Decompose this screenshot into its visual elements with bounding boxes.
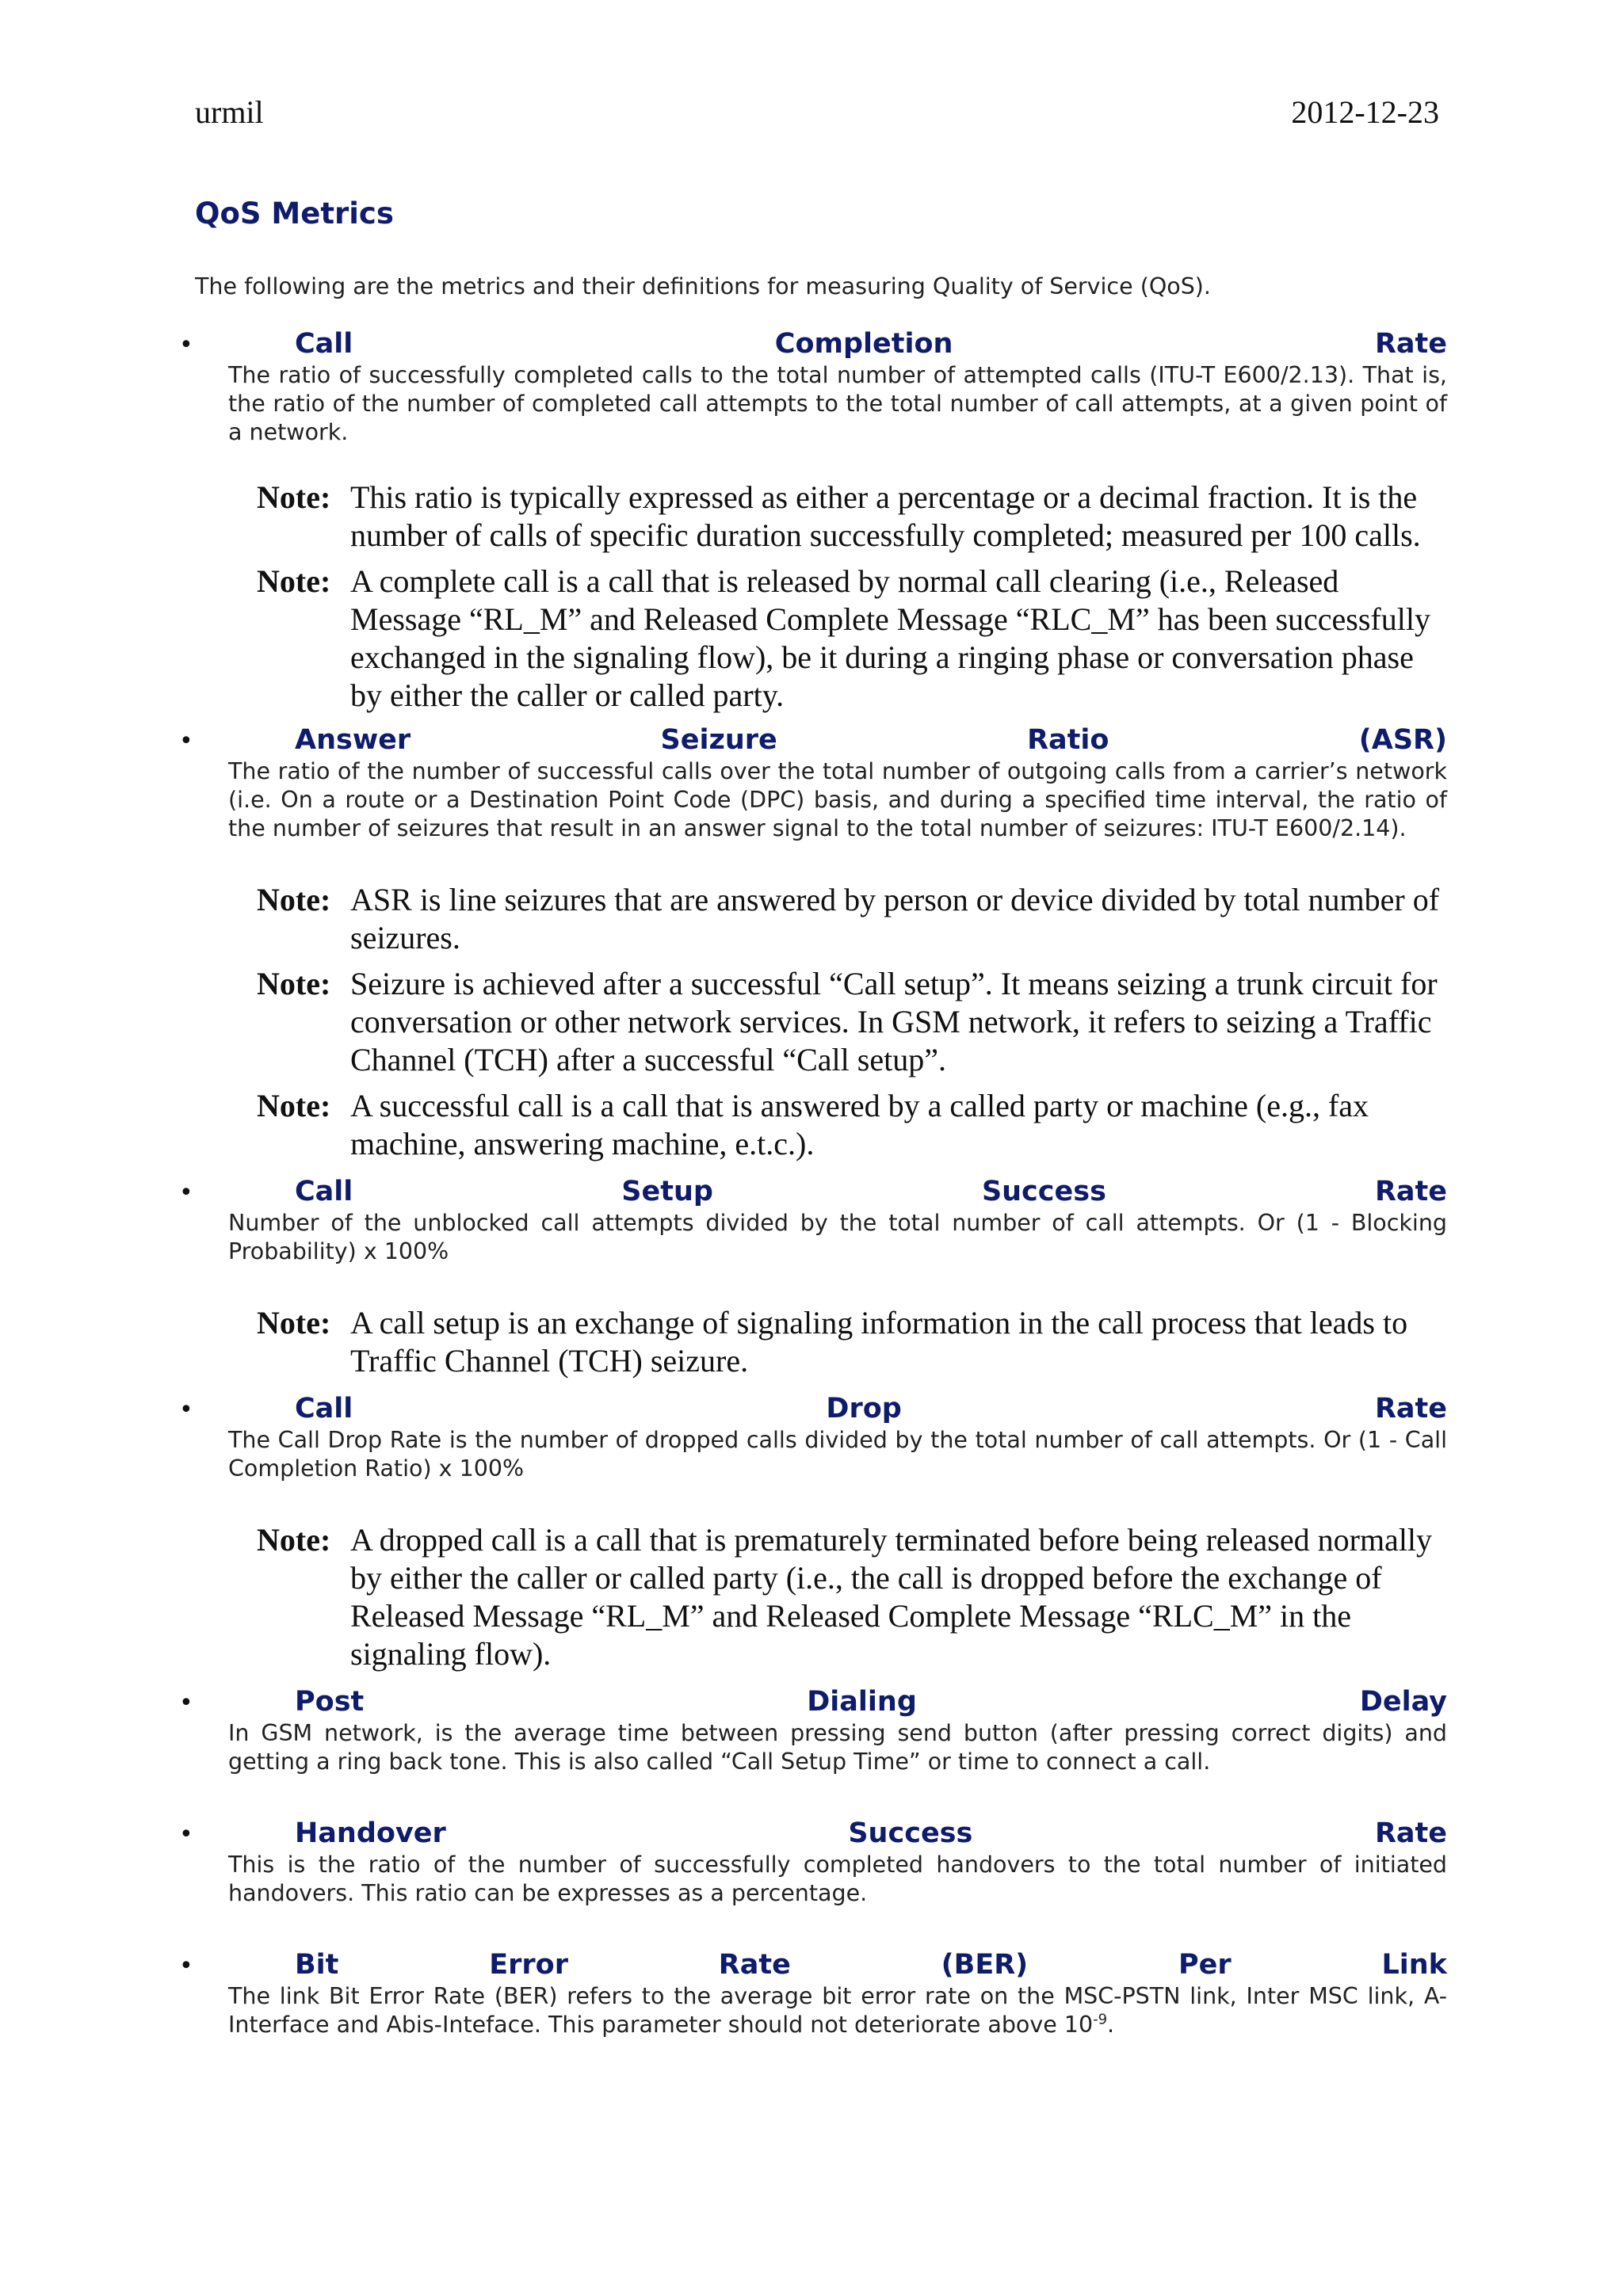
metric-item — [179, 1816, 1447, 1908]
metric-heading — [228, 1684, 1447, 1719]
metric-description: The ratio of the number of successful calls over the total number of outgoing calls from a carrier’s network (i.e. On a route or a Destination Point Code (DPC) basis, and during a specified time interval, the ratio of the number of seizures that result in an answer signal to the total number of seizures: ITU-T E600/2.14). — [228, 758, 1447, 841]
metric-item — [179, 1684, 1447, 1776]
document-body — [179, 190, 1447, 2039]
metric-item — [179, 1947, 1447, 2039]
metric-heading-word: Rate — [1374, 1817, 1447, 1849]
metric-heading-word: Call — [295, 328, 353, 360]
note-label: Note: — [257, 479, 331, 515]
metric-heading — [228, 1174, 1447, 1209]
bullet-icon: • — [179, 331, 193, 359]
metric-item — [179, 723, 1447, 1163]
metric-list — [179, 326, 1447, 2039]
note — [228, 1521, 1447, 1673]
header-date: 2012-12-23 — [1291, 94, 1439, 130]
metric-heading-word: Post — [295, 1686, 365, 1718]
note — [228, 1304, 1447, 1380]
intro-paragraph: The following are the metrics and their definitions for measuring Quality of Service (QoS). — [195, 273, 1211, 299]
note — [228, 1087, 1447, 1163]
metric-notes — [228, 1521, 1447, 1673]
metric-item — [179, 1174, 1447, 1380]
bullet-icon: • — [179, 1952, 193, 1980]
bullet-icon: • — [179, 1821, 193, 1848]
metric-notes — [228, 881, 1447, 1163]
metric-heading-word: Rate — [1374, 1393, 1447, 1425]
superscript-exponent: -9 — [1093, 2011, 1108, 2028]
metric-description: This is the ratio of the number of successfully completed handovers to the total number of initiated handovers. This ratio can be expresses as a percentage. — [228, 1852, 1447, 1906]
note — [228, 881, 1447, 957]
metric-description: The ratio of successfully completed calls to the total number of attempted calls (ITU-T E600/2.13). That is, the ratio of the number of completed call attempts to the total number of call attempts, at a given point of a network. — [228, 362, 1447, 445]
metric-description: Number of the unblocked call attempts divided by the total number of call attempts. Or (1 - Blocking Probability) x 100% — [228, 1210, 1447, 1264]
metric-heading-word: Success — [981, 1176, 1106, 1207]
bullet-icon: • — [179, 1689, 193, 1717]
page-header — [195, 93, 1439, 141]
note-label: Note: — [257, 1088, 331, 1123]
note-label: Note: — [257, 563, 331, 599]
metric-heading-word: Dialing — [807, 1686, 917, 1718]
metric-heading-word: (ASR) — [1358, 724, 1447, 756]
metric-notes — [228, 479, 1447, 715]
note-label: Note: — [257, 966, 331, 1001]
note — [228, 563, 1447, 715]
note-text: A successful call is a call that is answered by a called party or machine (e.g., fax machine, answering machine, e.t.c.). — [350, 1088, 1369, 1161]
metric-heading — [228, 326, 1447, 361]
metric-heading-word: Ratio — [1027, 724, 1109, 756]
note — [228, 965, 1447, 1079]
metric-heading-word: Completion — [774, 328, 953, 360]
metric-heading-word: Seizure — [660, 724, 777, 756]
metric-heading-word: Rate — [1374, 1176, 1447, 1207]
note — [228, 479, 1447, 555]
note-text: This ratio is typically expressed as either a percentage or a decimal fraction. It is the number of calls of specific duration successfully completed; measured per 100 calls. — [350, 479, 1421, 553]
note-text: Seizure is achieved after a successful “Call setup”. It means seizing a trunk circuit for conversation or other network services. In GSM network, it refers to seizing a Traffic Channel (TCH) after a successful “Call setup”. — [350, 966, 1438, 1077]
metric-notes — [228, 1304, 1447, 1380]
note-text: A complete call is a call that is released by normal call clearing (i.e., Released Message “RL_M” and Released Complete Message “RLC_M” has been successfully exchanged in the signaling flow), be it during a ringing phase or conversation phase by either the caller or called party. — [350, 563, 1430, 713]
metric-heading-word: Success — [848, 1817, 973, 1849]
metric-item — [179, 326, 1447, 715]
metric-description: In GSM network, is the average time between pressing send button (after pressing correct digits) and getting a ring back tone. This is also called “Call Setup Time” or time to connect a call. — [228, 1720, 1447, 1775]
metric-heading-word: Per — [1178, 1949, 1232, 1981]
metric-description: The Call Drop Rate is the number of dropped calls divided by the total number of call attempts. Or (1 - Call Completion Ratio) x 100% — [228, 1427, 1447, 1482]
metric-heading-word: Bit — [295, 1949, 339, 1981]
metric-heading — [228, 723, 1447, 757]
metric-heading-word: Link — [1381, 1949, 1447, 1981]
metric-heading-word: Call — [295, 1393, 353, 1425]
metric-heading-word: Handover — [295, 1817, 446, 1849]
bullet-icon: • — [179, 1396, 193, 1424]
section-title: QoS Metrics — [195, 196, 394, 231]
metric-heading — [228, 1947, 1447, 1982]
metric-heading-word: Rate — [1374, 328, 1447, 360]
note-text: A dropped call is a call that is prematurely terminated before being released normally by either the caller or called party (i.e., the call is dropped before the exchange of Released Message “RL_M” and Released Complete Message “RLC_M” in the signaling flow). — [350, 1522, 1433, 1672]
metric-heading-word: Answer — [295, 724, 411, 756]
bullet-icon: • — [179, 1179, 193, 1207]
metric-heading-word: Delay — [1359, 1686, 1447, 1718]
note-label: Note: — [257, 1522, 331, 1558]
metric-heading-word: Drop — [826, 1393, 902, 1425]
metric-heading — [228, 1816, 1447, 1851]
header-author: urmil — [195, 94, 264, 130]
metric-heading-word: Error — [489, 1949, 568, 1981]
metric-heading — [228, 1391, 1447, 1426]
metric-description: The link Bit Error Rate (BER) refers to the average bit error rate on the MSC-PSTN link, Inter MSC link, A-Interface and Abis-Inteface. This parameter should not deteriorate above $10^{-9}$. — [228, 1983, 1447, 2038]
metric-heading-word: Call — [295, 1176, 353, 1207]
note-label: Note: — [257, 1305, 331, 1341]
metric-heading-word: Rate — [718, 1949, 791, 1981]
note-text: A call setup is an exchange of signaling information in the call process that leads to Traffic Channel (TCH) seizure. — [350, 1305, 1408, 1379]
note-label: Note: — [257, 882, 331, 917]
metric-item — [179, 1391, 1447, 1673]
bullet-icon: • — [179, 727, 193, 755]
metric-heading-word: (BER) — [941, 1949, 1029, 1981]
metric-heading-word: Setup — [621, 1176, 713, 1207]
note-text: ASR is line seizures that are answered by person or device divided by total number of seizures. — [350, 882, 1440, 955]
